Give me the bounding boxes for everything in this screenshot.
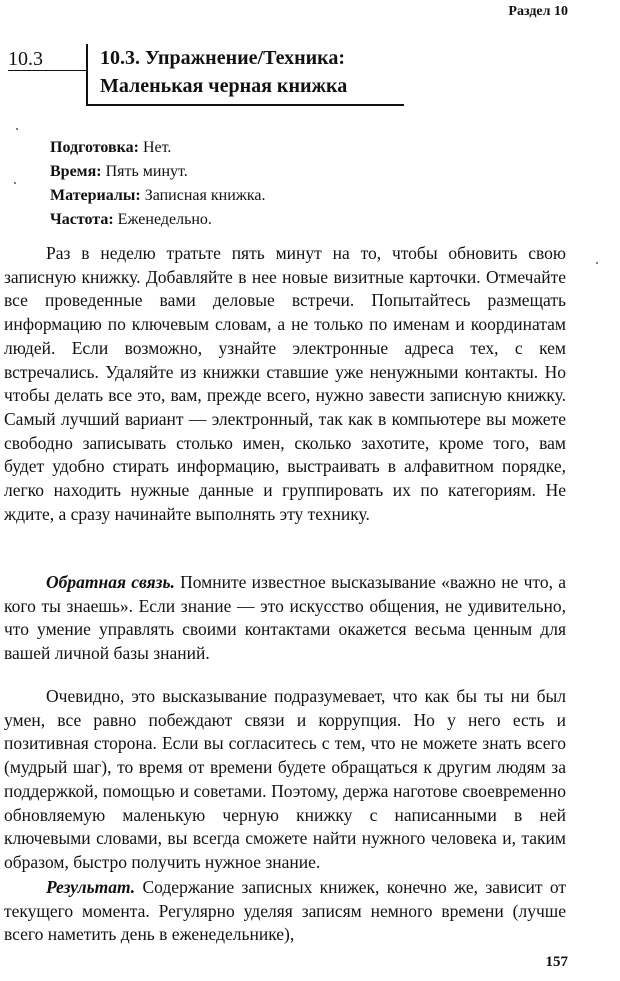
paragraph-instructions [4,242,566,526]
paragraph-text [4,876,566,947]
meta-time [50,160,265,184]
feedback-label: Обратная связь. [46,572,175,592]
paragraph-explanation [4,685,566,875]
meta-preparation [50,136,265,160]
scan-speck [14,182,16,184]
section-title-line-1: 10.3. Упражнение/Техника: [100,47,346,69]
paragraph-text: Раз в неделю тратьте пять минут на то, чтобы обновить свою записную книжку. Добавляйте в нее новые визитные карточки. Отмечайте все проведенные вами деловые встречи. Попытайтесь размещать информацию по ключевым словам, а не только по именам и координатам людей. Если возможно, узнайте электронные адреса тех, с кем встречались. Удаляйте из книжки ставшие уже ненужными контакты. Но чтобы делать все это, вам, прежде всего, нужно завести записную книжку. Самый лучший вариант — электронный, так как в компьютере вы можете свободно записывать столько имен, сколько захотите, кроме того, вам будет удобно стирать информацию, выстраивать в алфавитном порядке, легко находить нужные данные и группировать их по категориям. Не ждите, а сразу начинайте выполнять эту технику. [4,243,566,524]
running-head: Раздел 10 [508,4,568,19]
section-title [100,44,347,100]
meta-value: Нет. [138,139,172,156]
result-text: Содержание записных книжек, конечно же, зависит от текущего момента. Регулярно уделяя записям немного времени (лучше всего наметить день в еженедельнике), [4,877,566,945]
exercise-meta [50,136,265,232]
scan-speck [16,128,18,130]
paragraph-text: Очевидно, это высказывание подразумевает, что как бы ты ни был умен, все равно побеждают связи и коррупция. Но у него есть и позитивная сторона. Если вы согласитесь с тем, что не можете знать всего (мудрый шаг), то время от времени будете обращаться к другим людям за поддержкой, помощью и советами. Поэтому, держа наготове своевременно обновляемую маленькую черную книжку с написанными в ней ключевыми словами, вы всегда сможете найти нужного человека и, таким образом, быстро получить нужное знание. [4,686,566,872]
title-vertical-rule [86,44,88,104]
paragraph-feedback [4,571,566,666]
meta-value: Пять минут. [101,163,188,180]
title-underline [86,104,404,106]
meta-value: Записная книжка. [140,187,266,204]
result-label: Результат. [46,877,136,897]
feedback-text: Помните известное высказывание «важно не что, а кого ты знаешь». Если знание — это искусство общения, не удивительно, что умение управлять своими контактами окажется весьма ценным для вашей личной базы знаний. [4,572,566,664]
meta-value: Еженедельно. [113,211,212,228]
scan-speck [596,262,598,264]
meta-label: Время: [50,163,102,180]
section-number: 10.3 [8,48,43,70]
meta-materials [50,184,265,208]
paragraph-text [4,571,566,666]
page-number: 157 [545,954,568,970]
meta-label: Частота: [50,211,114,228]
section-title-line-2: Маленькая черная книжка [100,75,348,97]
meta-label: Материалы: [50,187,141,204]
paragraph-result [4,876,566,947]
meta-frequency [50,208,265,232]
meta-label: Подготовка: [50,139,139,156]
section-number-underline [8,70,86,71]
